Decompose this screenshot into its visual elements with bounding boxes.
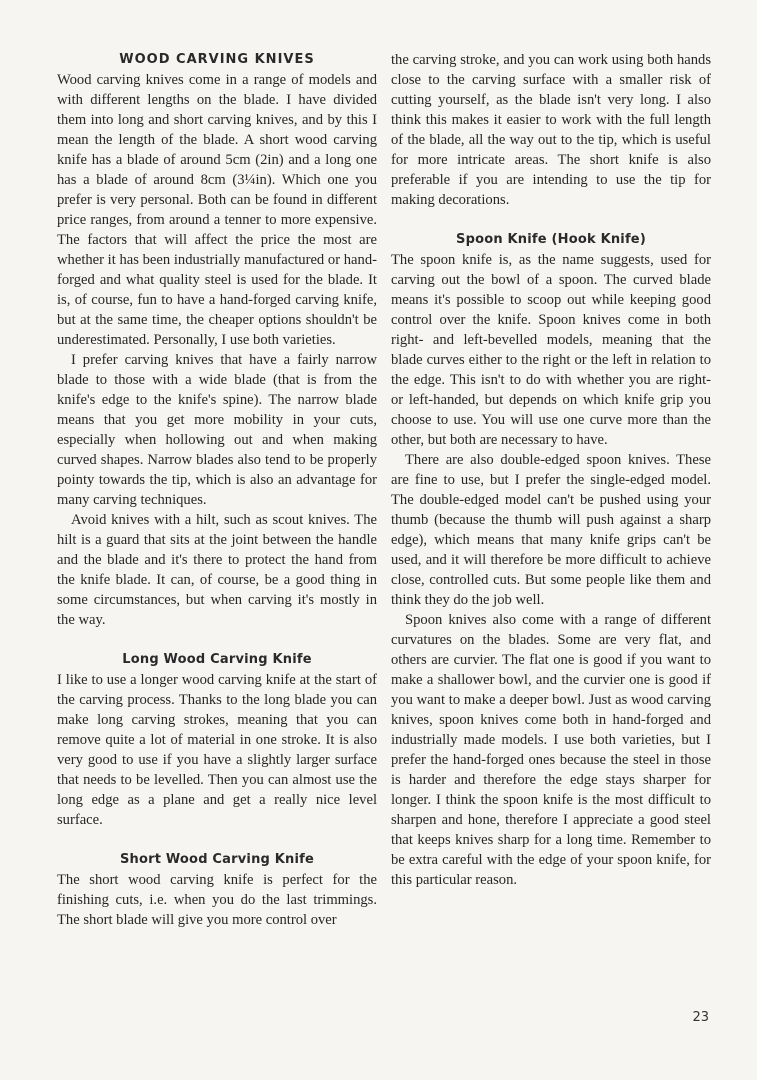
subheading-spoon-knife: Spoon Knife (Hook Knife) — [456, 232, 646, 247]
spacer — [57, 830, 377, 850]
paragraph-long-knife: I like to use a longer wood carving knife at the start of the carving process. Thanks to the long blade you can make long carving strokes, meaning that you can remove quite a lot of material in one stroke. It is also very good to use if you have a slightly larger surface that needs to be levelled. Then you can almost use the long edge as a plane and get a really nice level surface. — [57, 672, 377, 828]
paragraph-intro: Wood carving knives come in a range of models and with different lengths on the blade. I have divided them into long and short carving knives, and by this I mean the length of the blade. A short wood carving knife has a blade of around 5cm (2in) and a long one has a blade of around 8cm (3¼in). Which one you prefer is very personal. Both can be found in different price ranges, from around a tenner to more expensive. The factors that will affect the price the most are whether it has been industrially manufactured or hand-forged and what quality steel is used for the blade. It is, of course, fun to have a hand-forged carving knife, but at the same time, the cheaper options shouldn't be underestimated. Personally, I use both varieties. — [57, 72, 377, 348]
spacer — [57, 630, 377, 650]
spacer — [391, 210, 711, 230]
paragraph-curvatures: Spoon knives also come with a range of different curvatures on the blades. Some are very flat, and others are curvier. The flat one is good if you want to make a shallower bowl, and the curvier one is good if you want to make a deeper bowl. Just as wood carving knives, spoon knives come both in hand-forged and industrially made models. I use both varieties, but I prefer the hand-forged ones because the steel in those is harder and therefore the edge stays sharper for longer. I think the spoon knife is the most difficult to sharpen and hone, therefore I appreciate a good steel that keeps knives sharp for a long time. Remember to be extra careful with the edge of your spoon knife, for this particular reason. — [391, 612, 711, 888]
subheading-long-knife: Long Wood Carving Knife — [122, 652, 312, 667]
paragraph-spoon-knife: The spoon knife is, as the name suggests, used for carving out the bowl of a spoon. The curved blade means it's possible to scoop out while keeping good control over the knife. Spoon knives come in both right- and left-bevelled models, meaning that the blade curves either to the right or the left in relation to the edge. This isn't to do with whether you are right- or left-handed, but depends on which knife grip you choose to use. You will use one curve more than the other, but both are necessary to have. — [391, 252, 711, 448]
page-number: 23 — [692, 1010, 709, 1025]
paragraph-short-knife-continued: the carving stroke, and you can work using both hands close to the carving surface with a smaller risk of cutting yourself, as the blade isn't very long. I also think this makes it easier to work with the full length of the blade, all the way out to the tip, which is useful for more intricate areas. The short knife is also preferable if you are intending to use the tip for making decorations. — [391, 52, 711, 208]
subheading-short-knife: Short Wood Carving Knife — [119, 852, 315, 867]
left-column — [57, 50, 377, 930]
paragraph-double-edged: There are also double-edged spoon knives. These are fine to use, but I prefer the single-edged model. The double-edged model can't be pushed using your thumb (because the thumb will push against a sharp edge), which means that many knife grips can't be used, and it will therefore be more difficult to achieve close, controlled cuts. But some people like them and think they do the job well. — [391, 452, 711, 608]
section-heading-wood-carving-knives: WOOD CARVING KNIVES — [119, 52, 315, 67]
right-column — [391, 50, 711, 890]
paragraph-narrow-blade: I prefer carving knives that have a fairly narrow blade to those with a wide blade (that is from the knife's edge to the knife's spine). The narrow blade means that you get more mobility in your cuts, especially when hollowing out and when making curved shapes. Narrow blades also tend to be properly pointy towards the tip, which is also an advantage for many carving techniques. — [57, 352, 377, 508]
paragraph-short-knife: The short wood carving knife is perfect for the finishing cuts, i.e. when you do the last trimmings. The short blade will give you more control over — [57, 872, 377, 928]
paragraph-hilt: Avoid knives with a hilt, such as scout knives. The hilt is a guard that sits at the joint between the handle and the blade and it's there to protect the hand from the knife blade. It can, of course, be a good thing in some circumstances, but when carving it's mostly in the way. — [57, 512, 377, 628]
